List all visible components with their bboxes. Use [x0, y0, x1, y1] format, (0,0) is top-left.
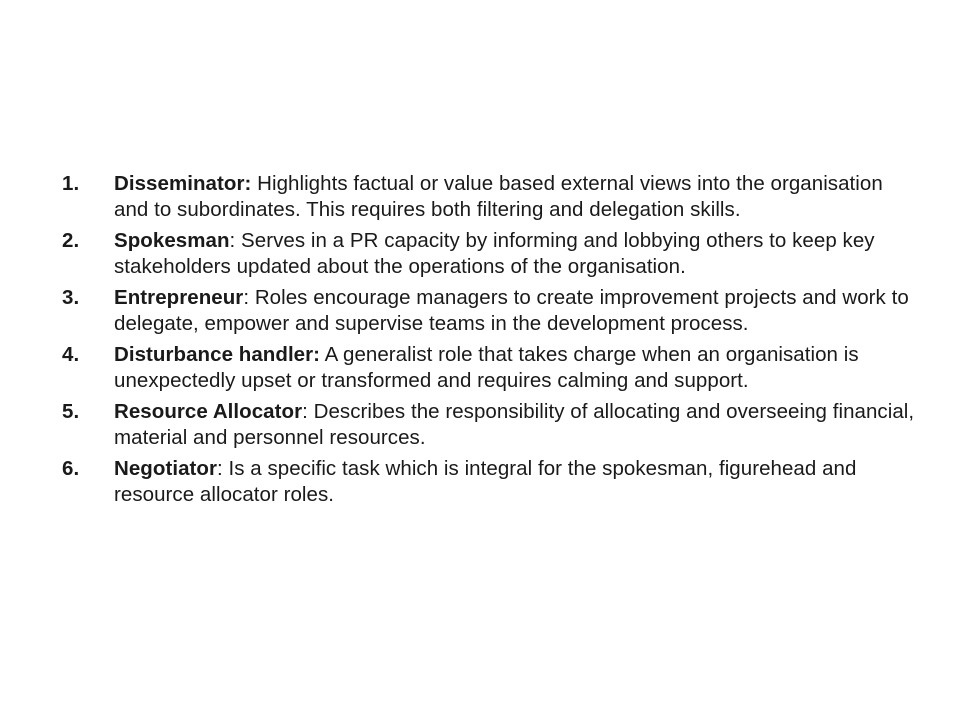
role-description: : Roles encourage managers to create improvement projects and work to delegate, empower and supervise teams in the development process.: [114, 286, 909, 335]
list-number: 3.: [62, 286, 80, 309]
role-description: : Describes the responsibility of allocating and overseeing financial, material and personnel resources.: [114, 400, 915, 449]
role-name: Spokesman: [114, 229, 230, 252]
list-item-disseminator: [62, 171, 922, 222]
list-item-disturbance-handler: [62, 342, 922, 393]
role-name: Negotiator: [114, 457, 217, 480]
role-name: Entrepreneur: [114, 286, 244, 309]
role-description: Highlights factual or value based external views into the organisation and to subordinates. This requires both filtering and delegation skills.: [114, 172, 883, 221]
role-description: A generalist role that takes charge when an organisation is unexpectedly upset or transformed and requires calming and support.: [114, 343, 859, 392]
list-number: 4.: [62, 343, 80, 366]
list-number: 5.: [62, 400, 80, 423]
list-item-spokesman: [62, 228, 922, 279]
list-item-entrepreneur: [62, 285, 922, 336]
role-name: Resource Allocator: [114, 400, 303, 423]
role-name: Disturbance handler:: [114, 343, 321, 366]
list-item-negotiator: [62, 456, 922, 507]
role-name: Disseminator:: [114, 172, 252, 195]
list-number: 1.: [62, 172, 80, 195]
manager-roles-list: [62, 171, 922, 513]
list-number: 6.: [62, 457, 80, 480]
list-number: 2.: [62, 229, 80, 252]
role-description: : Serves in a PR capacity by informing and lobbying others to keep key stakeholders updated about the operations of the organisation.: [114, 229, 875, 278]
role-description: : Is a specific task which is integral for the spokesman, figurehead and resource allocator roles.: [114, 457, 857, 506]
list-item-resource-allocator: [62, 399, 922, 450]
